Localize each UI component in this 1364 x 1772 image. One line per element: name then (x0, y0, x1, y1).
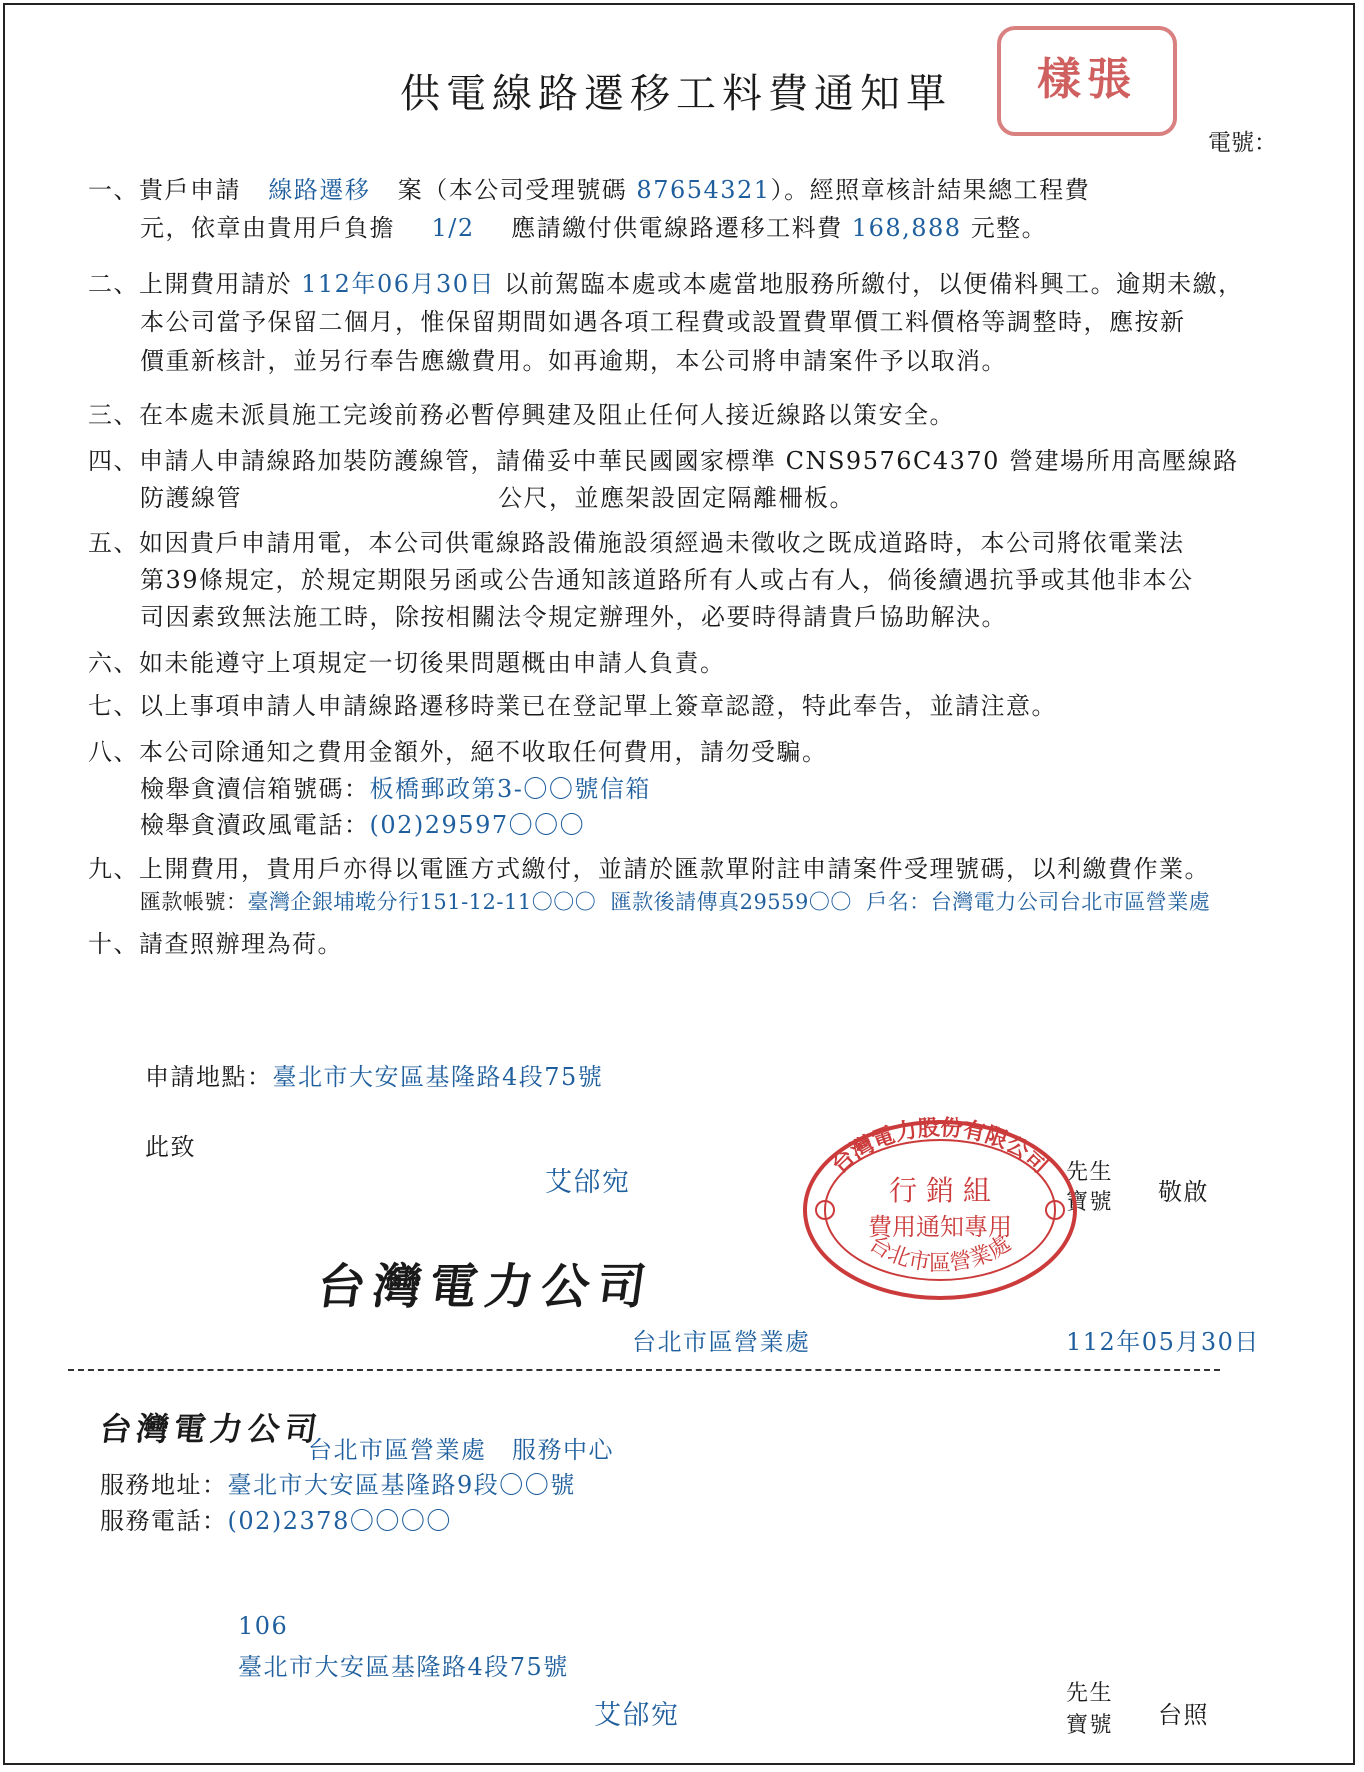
item-5-line-2: 第39條規定，於規定期限另函或公告通知該道路所有人或占有人，倘後續遇抗爭或其他非本公 (140, 566, 1194, 594)
item-1-line-1: 一、貴戶申請 線路遷移 案（本公司受理號碼 87654321）。經照章核計結果總工程費 (88, 176, 1091, 204)
remit-line: 匯款帳號：臺灣企銀埔墘分行151-12-11〇〇〇 匯款後請傳真29559〇〇 戶名：台灣電力公司台北市區營業處 (140, 890, 1211, 914)
remit-fax: 匯款後請傳真29559〇〇 (610, 890, 852, 914)
postal-code: 106 (238, 1612, 289, 1640)
fee-amount: 168,888 (851, 214, 962, 242)
item-4-line-1: 四、申請人申請線路加裝防護線管，請備妥中華民國國家標準 CNS9576C4370 營建場所用高壓線路 (88, 447, 1239, 475)
tear-off-line (68, 1369, 1220, 1371)
remit-account: 臺灣企銀埔墘分行151-12-11〇〇〇 (247, 890, 597, 914)
slip-phone-value: (02)2378〇〇〇〇 (227, 1507, 452, 1535)
case-type: 線路遷移 (268, 176, 371, 204)
office-name: 台北市區營業處 (632, 1328, 811, 1356)
seal-top-text: 台灣電力股份有限公司 (826, 1114, 1054, 1179)
burden-ratio: 1/2 (431, 214, 475, 242)
slip-closing: 台照 (1158, 1701, 1209, 1729)
item-10: 十、請查照辦理為荷。 (88, 930, 343, 958)
company-logo: 台灣電力公司 (313, 1259, 658, 1315)
item-2-line-2: 本公司當予保留二個月，惟保留期間如遇各項工程費或設置費單價工料價格等調整時，應按新 (140, 308, 1186, 336)
mailbox-line: 檢舉貪瀆信箱號碼：板橋郵政第3-〇〇號信箱 (140, 775, 651, 803)
issue-date: 112年05月30日 (1066, 1328, 1260, 1356)
recipient-address: 臺北市大安區基隆路4段75號 (238, 1653, 569, 1681)
slip-address-line: 服務地址：臺北市大安區基隆路9段〇〇號 (100, 1471, 576, 1499)
item-5-line-1: 五、如因貴戶申請用電，本公司供電線路設備施設須經過未徵收之既成道路時，本公司將依電業法 (88, 529, 1185, 557)
mailbox-value: 板橋郵政第3-〇〇號信箱 (369, 775, 651, 803)
due-date: 112年06月30日 (301, 270, 496, 298)
item-5-line-3: 司因素致無法施工時，除按相關法令規定辦理外，必要時得請貴戶協助解決。 (140, 603, 1007, 631)
slip-recipient-title: 先生 寶號 (1066, 1681, 1114, 1738)
slip-company-logo: 台灣電力公司 (97, 1410, 325, 1448)
receipt-number: 87654321 (636, 176, 771, 204)
closing-text: 敬啟 (1158, 1178, 1209, 1206)
item-3: 三、在本處未派員施工完竣前務必暫停興建及阻止任何人接近線路以策安全。 (88, 401, 955, 429)
svg-text:台灣電力股份有限公司 (827, 1115, 1054, 1179)
item-2-line-3: 價重新核計，並另行奉告應繳費用。如再逾期，本公司將申請案件予以取消。 (140, 347, 1007, 375)
item-9: 九、上開費用，貴用戶亦得以電匯方式繳付，並請於匯款單附註申請案件受理號碼，以利繳費作業。 (88, 855, 1210, 883)
ethics-phone-value: (02)29597〇〇〇 (369, 811, 586, 839)
recipient-title: 先生 寶號 (1066, 1160, 1114, 1215)
item-6: 六、如未能遵守上項規定一切後果問題概由申請人負責。 (88, 649, 726, 677)
item-2-line-1: 二、上開費用請於 112年06月30日 以前駕臨本處或本處當地服務所繳付，以便備料興工。逾期未繳， (88, 270, 1244, 298)
seal-middle-text: 行 銷 組 (889, 1174, 991, 1207)
item-8: 八、本公司除通知之費用金額外，絕不收取任何費用，請勿受騙。 (88, 738, 828, 766)
recipient-name: 艾邰宛 (545, 1167, 631, 1198)
item-4-line-2a: 防護線管 (140, 484, 242, 512)
item-4-line-2b: 公尺，並應架設固定隔離柵板。 (498, 484, 855, 512)
official-seal-stamp (795, 1110, 1085, 1300)
seal-bottom-text: 台北市區營業處 (864, 1231, 1016, 1277)
item-7: 七、以上事項申請人申請線路遷移時業已在登記單上簽章認證，特此奉告，並請注意。 (88, 692, 1057, 720)
slip-address-value: 臺北市大安區基隆路9段〇〇號 (227, 1471, 576, 1499)
location-value: 臺北市大安區基隆路4段75號 (272, 1063, 604, 1091)
ethics-phone-line: 檢舉貪瀆政風電話：(02)29597〇〇〇 (140, 811, 586, 839)
seal-purpose-text: 費用通知專用 (868, 1213, 1012, 1241)
remit-payee: 戶名：台灣電力公司台北市區營業處 (866, 890, 1211, 914)
slip-office: 台北市區營業處 服務中心 (308, 1436, 614, 1464)
greeting: 此致 (145, 1133, 196, 1161)
slip-phone-line: 服務電話：(02)2378〇〇〇〇 (100, 1507, 452, 1535)
document-title: 供電線路遷移工料費通知單 (400, 71, 952, 117)
item-1-line-2: 元，依章由貴用戶負擔 1/2 應請繳付供電線路遷移工料費 168,888 元整。 (140, 214, 1048, 242)
tel-label: 電號： (1208, 130, 1277, 156)
sample-stamp: 樣張 (997, 26, 1177, 136)
slip-recipient-name: 艾邰宛 (594, 1700, 680, 1731)
location-line: 申請地點：臺北市大安區基隆路4段75號 (145, 1063, 604, 1091)
